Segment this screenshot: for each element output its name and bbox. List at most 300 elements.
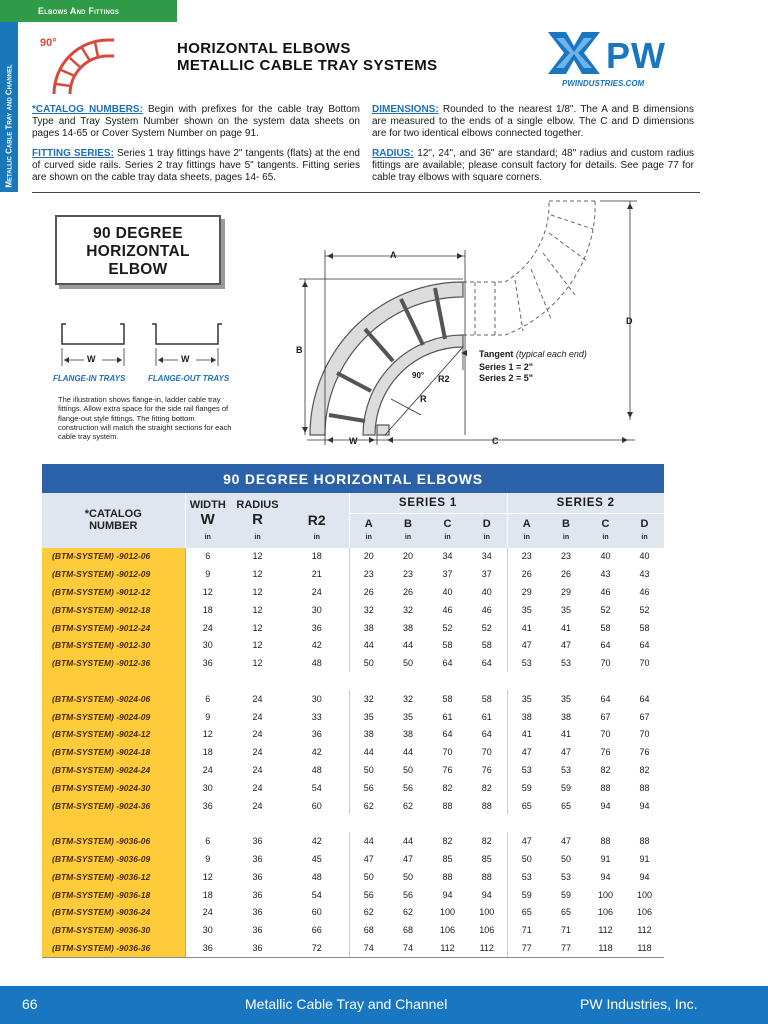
table-cell: 82	[600, 764, 611, 775]
table-cell: 12	[252, 640, 263, 651]
table-cell: 41	[560, 729, 571, 740]
table-cell: 26	[521, 569, 532, 580]
table-cell: 118	[625, 939, 664, 957]
footer-section-title: Metallic Cable Tray and Channel	[245, 996, 448, 1012]
table-row	[42, 565, 664, 583]
table-cell: 42	[285, 636, 349, 654]
table-row	[42, 636, 664, 654]
tangent-series2: Series 2 = 5"	[479, 373, 534, 383]
dim-d-label: D	[626, 316, 633, 326]
catalog-number-cell: (BTM-SYSTEM) -9024-30	[42, 779, 185, 797]
table-cell: 56	[363, 782, 374, 793]
table-cell: 23	[402, 569, 413, 580]
table-cell: 70	[639, 729, 650, 740]
page-number: 66	[22, 996, 38, 1012]
table-cell: 24	[185, 619, 230, 637]
table-cell: 100	[439, 907, 456, 918]
dim-a-label: A	[390, 250, 397, 260]
logo-wordmark: PW	[606, 35, 666, 76]
table-cell: 26	[402, 586, 413, 597]
table-row	[42, 725, 664, 743]
catalog-number-cell: (BTM-SYSTEM) -9024-09	[42, 708, 185, 726]
table-cell: 12	[252, 604, 263, 615]
table-row	[42, 939, 664, 957]
table-cell: 66	[285, 921, 349, 939]
table-cell: 6	[185, 548, 230, 566]
dim-w-label: W	[349, 436, 358, 446]
table-cell: 9	[185, 708, 230, 726]
table-cell: 112	[467, 939, 507, 957]
table-cell: 68	[402, 925, 413, 936]
table-cell: 36	[252, 925, 263, 936]
page-footer	[0, 986, 768, 1024]
table-cell: 24	[252, 800, 263, 811]
unit-label: in	[467, 534, 507, 548]
unit-label: in	[625, 534, 664, 548]
table-cell: 46	[442, 604, 453, 615]
table-cell: 35	[521, 693, 532, 704]
table-cell: 53	[560, 871, 571, 882]
group-spacer	[42, 814, 664, 832]
catalog-number-cell: (BTM-SYSTEM) -9012-30	[42, 636, 185, 654]
table-cell: 38	[521, 711, 532, 722]
table-cell: 34	[467, 548, 507, 566]
radius-note: RADIUS: 12", 24", and 36" are standard; 48" radius and custom radius fittings are available; please consult factory for details. See page 77 for cable tray elbows with square corners.	[372, 148, 694, 183]
table-cell: 34	[442, 551, 453, 562]
catalog-number-cell: (BTM-SYSTEM) -9012-06	[42, 548, 185, 566]
table-cell: 44	[363, 747, 374, 758]
table-cell: 67	[639, 711, 650, 722]
footer-company: PW Industries, Inc.	[580, 996, 698, 1012]
table-cell: 64	[467, 654, 507, 672]
table-cell: 41	[560, 622, 571, 633]
table-cell: 88	[442, 871, 453, 882]
table-cell: 32	[402, 693, 413, 704]
table-cell: 88	[442, 800, 453, 811]
table-cell: 70	[467, 743, 507, 761]
table-cell: 50	[402, 658, 413, 669]
table-cell: 12	[252, 569, 263, 580]
table-cell: 18	[185, 601, 230, 619]
table-cell: 12	[252, 658, 263, 669]
table-cell: 64	[442, 729, 453, 740]
table-cell: 12	[252, 622, 263, 633]
table-cell: 94	[442, 889, 453, 900]
series2-header: SERIES 2	[507, 493, 664, 514]
table-cell: 91	[600, 853, 611, 864]
table-cell: 118	[586, 939, 625, 957]
table-cell: 47	[521, 836, 532, 847]
table-cell: 18	[185, 886, 230, 904]
table-cell: 94	[467, 886, 507, 904]
table-cell: 20	[402, 551, 413, 562]
table-cell: 30	[285, 601, 349, 619]
table-cell: 62	[363, 800, 374, 811]
table-cell: 48	[285, 761, 349, 779]
table-cell: 48	[285, 654, 349, 672]
table-row	[42, 601, 664, 619]
catalog-number-cell: (BTM-SYSTEM) -9024-24	[42, 761, 185, 779]
table-cell: 54	[285, 779, 349, 797]
table-cell: 61	[442, 711, 453, 722]
table-cell: 64	[639, 693, 650, 704]
table-cell: 18	[285, 548, 349, 566]
table-cell: 82	[639, 764, 650, 775]
table-cell: 56	[402, 782, 413, 793]
table-row	[42, 921, 664, 939]
table-cell: 77	[546, 939, 586, 957]
elbow-dimensions-table	[42, 464, 664, 958]
table-cell: 59	[560, 782, 571, 793]
table-cell: 76	[600, 747, 611, 758]
table-cell: 26	[560, 569, 571, 580]
table-cell: 88	[639, 782, 650, 793]
table-cell: 36	[252, 853, 263, 864]
table-cell: 9	[185, 850, 230, 868]
table-cell: 50	[402, 764, 413, 775]
series1-header: SERIES 1	[349, 493, 507, 514]
fitting-series-note: FITTING SERIES: Series 1 tray fittings have 2" tangents (flats) at the end of curved side rails. Series 2 tray fittings have 5" tangents. Fitting series are shown on the cable tray data sheets, pages 14- 65.	[32, 148, 360, 183]
diagram-title-box: 90 DEGREE HORIZONTAL ELBOW	[55, 215, 221, 285]
unit-label: in	[546, 534, 586, 548]
table-cell: 23	[363, 569, 374, 580]
table-cell: 21	[285, 565, 349, 583]
table-cell: 61	[467, 708, 507, 726]
table-cell: 44	[402, 836, 413, 847]
table-cell: 70	[639, 658, 650, 669]
table-cell: 94	[639, 871, 650, 882]
col-series2-b: B	[546, 514, 586, 534]
table-cell: 24	[252, 729, 263, 740]
table-cell: 50	[560, 853, 571, 864]
table-cell: 64	[600, 640, 611, 651]
table-cell: 53	[521, 658, 532, 669]
catalog-number-cell: (BTM-SYSTEM) -9024-36	[42, 797, 185, 815]
table-cell: 18	[185, 743, 230, 761]
table-cell: 24	[252, 782, 263, 793]
side-tab	[0, 22, 18, 192]
table-cell: 46	[467, 601, 507, 619]
table-row	[42, 886, 664, 904]
table-cell: 70	[600, 658, 611, 669]
icon-angle-label: 90°	[40, 37, 57, 49]
table-cell: 41	[521, 729, 532, 740]
dim-r-label: R	[420, 394, 427, 404]
table-cell: 106	[636, 907, 653, 918]
catalog-number-cell: (BTM-SYSTEM) -9036-24	[42, 903, 185, 921]
table-cell: 40	[467, 583, 507, 601]
catalog-numbers-note: *CATALOG NUMBERS: Begin with prefixes for the cable tray Bottom Type and Tray System Number shown on the system data sheets on pages 14-65 or Cover System Number on page 91.	[32, 104, 360, 139]
table-cell: 60	[285, 797, 349, 815]
table-cell: 45	[285, 850, 349, 868]
table-cell: 50	[363, 764, 374, 775]
table-cell: 47	[402, 853, 413, 864]
table-cell: 91	[639, 853, 650, 864]
table-cell: 59	[560, 889, 571, 900]
catalog-number-cell: (BTM-SYSTEM) -9036-06	[42, 832, 185, 850]
table-cell: 23	[521, 551, 532, 562]
table-cell: 47	[363, 853, 374, 864]
table-cell: 53	[521, 871, 532, 882]
table-cell: 106	[597, 907, 614, 918]
table-cell: 60	[285, 903, 349, 921]
table-cell: 23	[560, 551, 571, 562]
table-row	[42, 708, 664, 726]
table-cell: 88	[467, 868, 507, 886]
table-cell: 36	[185, 939, 230, 957]
table-cell: 47	[560, 836, 571, 847]
table-cell: 30	[185, 636, 230, 654]
table-cell: 52	[600, 604, 611, 615]
table-cell: 52	[442, 622, 453, 633]
unit-label: in	[230, 534, 285, 548]
flange-in-w-label: W	[87, 354, 96, 364]
table-cell: 68	[363, 925, 374, 936]
table-cell: 12	[185, 868, 230, 886]
table-cell: 62	[402, 907, 413, 918]
table-cell: 64	[639, 640, 650, 651]
table-cell: 50	[402, 871, 413, 882]
table-row	[42, 797, 664, 815]
table-row	[42, 583, 664, 601]
divider	[32, 192, 700, 193]
table-cell: 20	[363, 551, 374, 562]
table-cell: 6	[185, 832, 230, 850]
table-row	[42, 690, 664, 708]
table-cell: 30	[185, 779, 230, 797]
table-cell: 82	[467, 779, 507, 797]
catalog-number-cell: (BTM-SYSTEM) -9024-18	[42, 743, 185, 761]
table-cell: 72	[285, 939, 349, 957]
table-cell: 58	[639, 622, 650, 633]
table-row	[42, 619, 664, 637]
table-row	[42, 779, 664, 797]
table-row	[42, 743, 664, 761]
table-cell: 30	[185, 921, 230, 939]
table-cell: 58	[467, 636, 507, 654]
col-series1-a: A	[349, 514, 388, 534]
dim-c-label: C	[492, 436, 499, 446]
table-row	[42, 548, 664, 566]
table-cell: 42	[285, 832, 349, 850]
table-cell: 40	[639, 551, 650, 562]
col-radius: RADIUS R	[230, 493, 285, 534]
dim-b-label: B	[296, 345, 303, 355]
table-row	[42, 903, 664, 921]
table-cell: 24	[252, 747, 263, 758]
table-cell: 112	[428, 939, 467, 957]
table-cell: 33	[285, 708, 349, 726]
table-cell: 65	[560, 907, 571, 918]
table-cell: 88	[600, 782, 611, 793]
table-cell: 36	[252, 871, 263, 882]
table-cell: 44	[402, 640, 413, 651]
table-cell: 94	[600, 871, 611, 882]
table-cell: 64	[467, 725, 507, 743]
catalog-number-cell: (BTM-SYSTEM) -9024-12	[42, 725, 185, 743]
table-cell: 35	[402, 711, 413, 722]
unit-label: in	[388, 534, 428, 548]
table-cell: 76	[639, 747, 650, 758]
table-cell: 48	[285, 868, 349, 886]
angle-label: 90°	[412, 371, 425, 380]
table-cell: 67	[600, 711, 611, 722]
flange-in-label: FLANGE-IN TRAYS	[53, 374, 126, 383]
catalog-number-cell: (BTM-SYSTEM) -9024-06	[42, 690, 185, 708]
unit-label: in	[428, 534, 467, 548]
table-cell: 52	[467, 619, 507, 637]
table-cell: 85	[442, 853, 453, 864]
table-cell: 24	[252, 764, 263, 775]
table-cell: 100	[467, 903, 507, 921]
table-cell: 38	[363, 729, 374, 740]
catalog-number-cell: (BTM-SYSTEM) -9012-09	[42, 565, 185, 583]
table-cell: 62	[363, 907, 374, 918]
table-cell: 38	[560, 711, 571, 722]
table-cell: 12	[252, 586, 263, 597]
table-cell: 42	[285, 743, 349, 761]
table-cell: 36	[252, 907, 263, 918]
catalog-number-cell: (BTM-SYSTEM) -9036-18	[42, 886, 185, 904]
table-cell: 74	[388, 939, 428, 957]
table-cell: 43	[600, 569, 611, 580]
table-cell: 53	[521, 764, 532, 775]
table-cell: 44	[402, 747, 413, 758]
table-cell: 50	[363, 871, 374, 882]
table-cell: 32	[363, 604, 374, 615]
table-cell: 58	[442, 640, 453, 651]
table-cell: 24	[185, 761, 230, 779]
table-cell: 37	[467, 565, 507, 583]
unit-label: in	[507, 534, 546, 548]
table-title: 90 DEGREE HORIZONTAL ELBOWS	[42, 464, 664, 493]
flange-out-w-label: W	[181, 354, 190, 364]
table-cell: 46	[600, 586, 611, 597]
table-cell: 106	[439, 925, 456, 936]
table-cell: 76	[442, 764, 453, 775]
catalog-number-cell: (BTM-SYSTEM) -9036-09	[42, 850, 185, 868]
pw-logo-icon	[544, 28, 604, 78]
table-row	[42, 832, 664, 850]
table-cell: 12	[185, 725, 230, 743]
table-cell: 35	[363, 711, 374, 722]
table-cell: 46	[639, 586, 650, 597]
table-cell: 56	[363, 889, 374, 900]
table-cell: 100	[597, 889, 614, 900]
table-cell: 54	[285, 886, 349, 904]
table-cell: 82	[442, 782, 453, 793]
table-cell: 56	[402, 889, 413, 900]
table-cell: 36	[185, 654, 230, 672]
table-cell: 36	[285, 725, 349, 743]
table-cell: 24	[285, 583, 349, 601]
table-cell: 43	[639, 569, 650, 580]
catalog-number-cell: (BTM-SYSTEM) -9036-12	[42, 868, 185, 886]
table-cell: 32	[363, 693, 374, 704]
table-cell: 59	[521, 782, 532, 793]
tangent-series1: Series 1 = 2"	[479, 362, 534, 372]
table-cell: 35	[560, 693, 571, 704]
col-series2-d: D	[625, 514, 664, 534]
table-cell: 59	[521, 889, 532, 900]
table-cell: 53	[560, 764, 571, 775]
flange-profiles-diagram	[56, 318, 256, 378]
table-cell: 88	[467, 797, 507, 815]
table-cell: 88	[600, 836, 611, 847]
table-cell: 38	[402, 622, 413, 633]
dim-r2-label: R2	[438, 374, 450, 384]
table-cell: 26	[363, 586, 374, 597]
table-cell: 85	[467, 850, 507, 868]
col-series1-d: D	[467, 514, 507, 534]
table-cell: 38	[363, 622, 374, 633]
table-cell: 24	[252, 693, 263, 704]
group-spacer	[42, 672, 664, 690]
table-row	[42, 761, 664, 779]
table-cell: 29	[560, 586, 571, 597]
col-series1-b: B	[388, 514, 428, 534]
table-cell: 24	[252, 711, 263, 722]
table-cell: 82	[467, 832, 507, 850]
flange-out-label: FLANGE-OUT TRAYS	[148, 374, 230, 383]
table-cell: 70	[442, 747, 453, 758]
col-series2-c: C	[586, 514, 625, 534]
table-cell: 76	[467, 761, 507, 779]
table-cell: 62	[402, 800, 413, 811]
table-cell: 24	[185, 903, 230, 921]
catalog-number-cell: (BTM-SYSTEM) -9036-30	[42, 921, 185, 939]
page-title: HORIZONTAL ELBOWS METALLIC CABLE TRAY SYSTEMS	[177, 40, 438, 74]
logo-url[interactable]: PWINDUSTRIES.COM	[562, 79, 645, 88]
section-tab: Elbows And Fittings	[0, 0, 177, 22]
unit-label: in	[586, 534, 625, 548]
table-row	[42, 654, 664, 672]
table-cell: 65	[521, 907, 532, 918]
table-row	[42, 850, 664, 868]
table-cell: 29	[521, 586, 532, 597]
table-cell: 41	[521, 622, 532, 633]
table-cell: 35	[521, 604, 532, 615]
catalog-number-cell: (BTM-SYSTEM) -9012-36	[42, 654, 185, 672]
table-cell: 36	[252, 836, 263, 847]
catalog-number-cell: (BTM-SYSTEM) -9012-18	[42, 601, 185, 619]
dimensions-note: DIMENSIONS: Rounded to the nearest 1/8". The A and B dimensions are measured to the ends of a single elbow. The C and D dimensions are for two identical elbows connected together.	[372, 104, 694, 139]
catalog-number-cell: (BTM-SYSTEM) -9036-36	[42, 939, 185, 957]
col-width: WIDTH W	[185, 493, 230, 534]
table-cell: 112	[637, 925, 652, 936]
table-cell: 100	[636, 889, 653, 900]
table-cell: 36	[285, 619, 349, 637]
table-cell: 58	[467, 690, 507, 708]
table-cell: 65	[521, 800, 532, 811]
table-cell: 70	[600, 729, 611, 740]
table-cell: 6	[185, 690, 230, 708]
unit-label: in	[349, 534, 388, 548]
table-cell: 71	[521, 925, 532, 936]
table-cell: 47	[560, 747, 571, 758]
table-cell: 77	[507, 939, 546, 957]
catalog-number-cell: (BTM-SYSTEM) -9012-12	[42, 583, 185, 601]
table-cell: 58	[442, 693, 453, 704]
table-cell: 44	[363, 836, 374, 847]
table-cell: 40	[442, 586, 453, 597]
table-cell: 65	[560, 800, 571, 811]
table-cell: 50	[521, 853, 532, 864]
illustration-note: The illustration shows flange-in, ladder cable tray fittings. Allow extra space for the side rail flanges of flange-out style fittings. The fitting bottom construction will match the straight sections for each cable tray system.	[58, 395, 232, 442]
table-cell: 112	[598, 925, 613, 936]
table-cell: 12	[252, 551, 263, 562]
table-cell: 36	[252, 889, 263, 900]
